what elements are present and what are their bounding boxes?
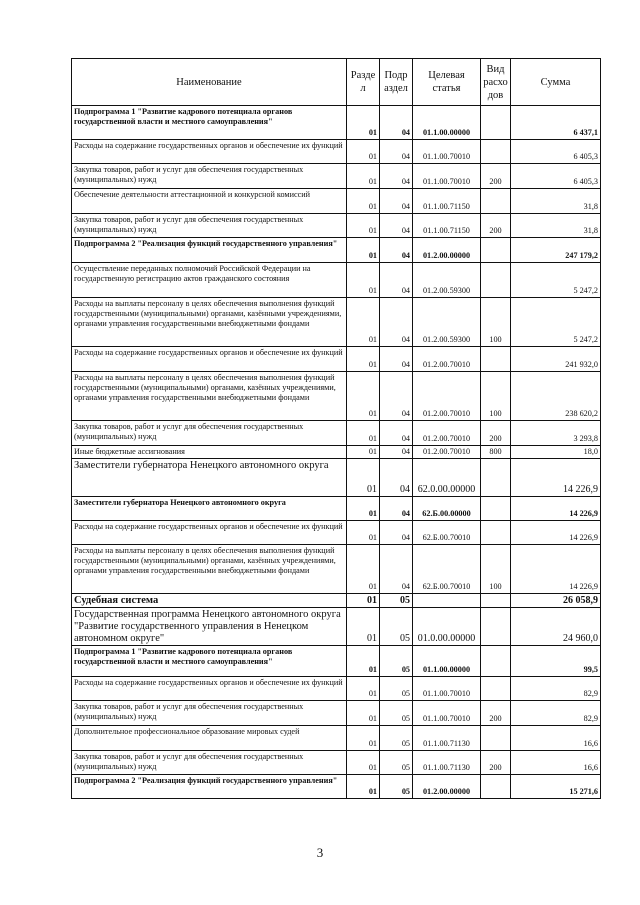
row-name: Государственная программа Ненецкого автономного округа "Развитие государственного управления в Ненецком автономном округе" — [72, 608, 347, 646]
header-sum: Сумма — [511, 59, 601, 106]
table-row — [72, 775, 601, 799]
row-expense-kind — [481, 594, 511, 608]
row-subsection: 04 — [380, 189, 413, 214]
row-name: Закупка товаров, работ и услуг для обеспечения государственных (муниципальных) нужд — [72, 421, 347, 446]
row-target-article: 01.2.00.59300 — [413, 298, 481, 347]
row-target-article: 01.2.00.70010 — [413, 372, 481, 421]
row-sum: 14 226,9 — [511, 545, 601, 594]
row-sum: 238 620,2 — [511, 372, 601, 421]
row-name: Подпрограмма 2 "Реализация функций государственного управления" — [72, 238, 347, 263]
row-expense-kind — [481, 347, 511, 372]
row-sum: 14 226,9 — [511, 497, 601, 521]
row-expense-kind — [481, 106, 511, 140]
table-row — [72, 421, 601, 446]
row-expense-kind — [481, 263, 511, 298]
row-target-article: 01.0.00.00000 — [413, 608, 481, 646]
row-target-article: 01.1.00.71150 — [413, 214, 481, 238]
row-sum: 24 960,0 — [511, 608, 601, 646]
header-section: Разде л — [347, 59, 380, 106]
header-expense-kind: Вид расхо дов — [481, 59, 511, 106]
row-section: 01 — [347, 545, 380, 594]
row-subsection: 04 — [380, 497, 413, 521]
row-section: 01 — [347, 263, 380, 298]
row-expense-kind — [481, 459, 511, 497]
row-section: 01 — [347, 701, 380, 726]
row-section: 01 — [347, 140, 380, 164]
row-expense-kind — [481, 521, 511, 545]
row-sum: 16,6 — [511, 726, 601, 751]
row-subsection: 04 — [380, 164, 413, 189]
row-section: 01 — [347, 298, 380, 347]
row-name: Расходы на содержание государственных органов и обеспечение их функций — [72, 140, 347, 164]
row-target-article: 01.2.00.00000 — [413, 238, 481, 263]
row-sum: 14 226,9 — [511, 521, 601, 545]
row-sum: 99,5 — [511, 646, 601, 677]
row-name: Закупка товаров, работ и услуг для обеспечения государственных (муниципальных) нужд — [72, 751, 347, 775]
table-row — [72, 545, 601, 594]
row-section: 01 — [347, 677, 380, 701]
row-section: 01 — [347, 775, 380, 799]
row-expense-kind: 200 — [481, 701, 511, 726]
table-row — [72, 238, 601, 263]
row-sum: 15 271,6 — [511, 775, 601, 799]
row-subsection: 04 — [380, 545, 413, 594]
table-row — [72, 446, 601, 459]
row-sum: 241 932,0 — [511, 347, 601, 372]
row-subsection: 05 — [380, 701, 413, 726]
row-sum: 5 247,2 — [511, 298, 601, 347]
row-sum: 82,9 — [511, 677, 601, 701]
row-expense-kind — [481, 677, 511, 701]
row-sum: 82,9 — [511, 701, 601, 726]
row-name: Заместители губернатора Ненецкого автономного округа — [72, 459, 347, 497]
row-section: 01 — [347, 446, 380, 459]
row-subsection: 04 — [380, 446, 413, 459]
row-target-article: 01.1.00.00000 — [413, 106, 481, 140]
row-section: 01 — [347, 372, 380, 421]
row-expense-kind: 200 — [481, 421, 511, 446]
row-subsection: 04 — [380, 214, 413, 238]
row-sum: 5 247,2 — [511, 263, 601, 298]
row-expense-kind — [481, 238, 511, 263]
row-target-article: 01.2.00.70010 — [413, 446, 481, 459]
row-target-article: 01.2.00.70010 — [413, 347, 481, 372]
row-subsection: 05 — [380, 608, 413, 646]
row-name: Судебная система — [72, 594, 347, 608]
row-expense-kind — [481, 497, 511, 521]
row-target-article: 01.1.00.71130 — [413, 751, 481, 775]
row-name: Расходы на выплаты персоналу в целях обеспечения выполнения функций государственными (муниципальными) органами, казёнными учреждениями, органами управления государственными внебюджетными фондами — [72, 298, 347, 347]
header-name: Наименование — [72, 59, 347, 106]
table-row — [72, 751, 601, 775]
row-subsection: 04 — [380, 459, 413, 497]
row-section: 01 — [347, 459, 380, 497]
table-row — [72, 164, 601, 189]
row-section: 01 — [347, 594, 380, 608]
header-subsection: Подр аздел — [380, 59, 413, 106]
row-section: 01 — [347, 751, 380, 775]
row-name: Закупка товаров, работ и услуг для обеспечения государственных (муниципальных) нужд — [72, 164, 347, 189]
row-expense-kind: 200 — [481, 164, 511, 189]
row-expense-kind — [481, 646, 511, 677]
row-sum: 6 437,1 — [511, 106, 601, 140]
row-subsection: 04 — [380, 140, 413, 164]
row-target-article: 01.1.00.70010 — [413, 140, 481, 164]
row-section: 01 — [347, 421, 380, 446]
row-sum: 3 293,8 — [511, 421, 601, 446]
row-target-article — [413, 594, 481, 608]
row-sum: 18,0 — [511, 446, 601, 459]
row-expense-kind — [481, 775, 511, 799]
row-sum: 31,8 — [511, 189, 601, 214]
row-name: Расходы на содержание государственных органов и обеспечение их функций — [72, 521, 347, 545]
row-subsection: 05 — [380, 594, 413, 608]
row-sum: 247 179,2 — [511, 238, 601, 263]
table-row — [72, 677, 601, 701]
row-section: 01 — [347, 646, 380, 677]
row-expense-kind — [481, 726, 511, 751]
table-row — [72, 608, 601, 646]
table-row — [72, 106, 601, 140]
table-row — [72, 497, 601, 521]
table-row — [72, 263, 601, 298]
row-expense-kind: 200 — [481, 751, 511, 775]
row-target-article: 01.2.00.59300 — [413, 263, 481, 298]
row-subsection: 04 — [380, 263, 413, 298]
row-name: Обеспечение деятельности аттестационной и конкурсной комиссий — [72, 189, 347, 214]
table-row — [72, 372, 601, 421]
row-name: Осуществление переданных полномочий Российской Федерации на государственную регистрацию актов гражданского состояния — [72, 263, 347, 298]
row-expense-kind: 100 — [481, 372, 511, 421]
row-section: 01 — [347, 106, 380, 140]
table-row — [72, 298, 601, 347]
row-target-article: 62.Б.00.70010 — [413, 521, 481, 545]
row-subsection: 04 — [380, 347, 413, 372]
table-row — [72, 594, 601, 608]
row-sum: 26 058,9 — [511, 594, 601, 608]
row-expense-kind: 800 — [481, 446, 511, 459]
row-subsection: 05 — [380, 726, 413, 751]
row-subsection: 04 — [380, 106, 413, 140]
row-target-article: 01.1.00.00000 — [413, 646, 481, 677]
row-target-article: 01.1.00.70010 — [413, 677, 481, 701]
row-target-article: 62.Б.00.00000 — [413, 497, 481, 521]
row-sum: 6 405,3 — [511, 164, 601, 189]
table-row — [72, 646, 601, 677]
row-name: Иные бюджетные ассигнования — [72, 446, 347, 459]
row-sum: 14 226,9 — [511, 459, 601, 497]
table-header-row — [72, 59, 601, 106]
row-subsection: 04 — [380, 238, 413, 263]
row-name: Дополнительное профессиональное образование мировых судей — [72, 726, 347, 751]
table-row — [72, 459, 601, 497]
table-body — [72, 106, 601, 799]
row-subsection: 05 — [380, 775, 413, 799]
row-target-article: 01.1.00.71130 — [413, 726, 481, 751]
row-subsection: 04 — [380, 421, 413, 446]
row-expense-kind: 100 — [481, 545, 511, 594]
row-name: Подпрограмма 2 "Реализация функций государственного управления" — [72, 775, 347, 799]
row-target-article: 62.Б.00.70010 — [413, 545, 481, 594]
table-row — [72, 214, 601, 238]
row-name: Закупка товаров, работ и услуг для обеспечения государственных (муниципальных) нужд — [72, 701, 347, 726]
row-subsection: 04 — [380, 521, 413, 545]
row-subsection: 05 — [380, 677, 413, 701]
row-expense-kind: 100 — [481, 298, 511, 347]
row-expense-kind — [481, 140, 511, 164]
row-section: 01 — [347, 238, 380, 263]
row-subsection: 05 — [380, 646, 413, 677]
header-target-article: Целевая статья — [413, 59, 481, 106]
row-section: 01 — [347, 726, 380, 751]
row-sum: 16,6 — [511, 751, 601, 775]
row-expense-kind: 200 — [481, 214, 511, 238]
row-name: Подпрограмма 1 "Развитие кадрового потенциала органов государственной власти и местного самоуправления" — [72, 106, 347, 140]
row-target-article: 01.2.00.70010 — [413, 421, 481, 446]
row-target-article: 01.1.00.70010 — [413, 164, 481, 189]
row-section: 01 — [347, 497, 380, 521]
row-name: Расходы на выплаты персоналу в целях обеспечения выполнения функций государственными (муниципальными) органами, казённых учреждениями, органами управления государственными внебюджетными фондами — [72, 545, 347, 594]
row-target-article: 01.2.00.00000 — [413, 775, 481, 799]
row-subsection: 04 — [380, 372, 413, 421]
row-sum: 31,8 — [511, 214, 601, 238]
page-number: 3 — [316, 845, 324, 860]
row-section: 01 — [347, 521, 380, 545]
row-name: Закупка товаров, работ и услуг для обеспечения государственных (муниципальных) нужд — [72, 214, 347, 238]
row-section: 01 — [347, 214, 380, 238]
row-subsection: 04 — [380, 298, 413, 347]
table-row — [72, 521, 601, 545]
table-row — [72, 701, 601, 726]
row-subsection: 05 — [380, 751, 413, 775]
table-row — [72, 140, 601, 164]
row-target-article: 01.1.00.70010 — [413, 701, 481, 726]
row-name: Заместители губернатора Ненецкого автономного округа — [72, 497, 347, 521]
table-row — [72, 726, 601, 751]
row-sum: 6 405,3 — [511, 140, 601, 164]
row-target-article: 01.1.00.71150 — [413, 189, 481, 214]
row-section: 01 — [347, 347, 380, 372]
table-row — [72, 347, 601, 372]
row-target-article: 62.0.00.00000 — [413, 459, 481, 497]
row-expense-kind — [481, 189, 511, 214]
row-name: Расходы на содержание государственных органов и обеспечение их функций — [72, 677, 347, 701]
table-row — [72, 189, 601, 214]
row-section: 01 — [347, 164, 380, 189]
row-name: Расходы на содержание государственных органов и обеспечение их функций — [72, 347, 347, 372]
budget-table — [71, 58, 601, 799]
row-expense-kind — [481, 608, 511, 646]
row-section: 01 — [347, 608, 380, 646]
row-name: Расходы на выплаты персоналу в целях обеспечения выполнения функций государственными (муниципальными) органами, казённых учреждениями, органами управления государственными внебюджетными фондами — [72, 372, 347, 421]
row-section: 01 — [347, 189, 380, 214]
row-name: Подпрограмма 1 "Развитие кадрового потенциала органов государственной власти и местного самоуправления" — [72, 646, 347, 677]
